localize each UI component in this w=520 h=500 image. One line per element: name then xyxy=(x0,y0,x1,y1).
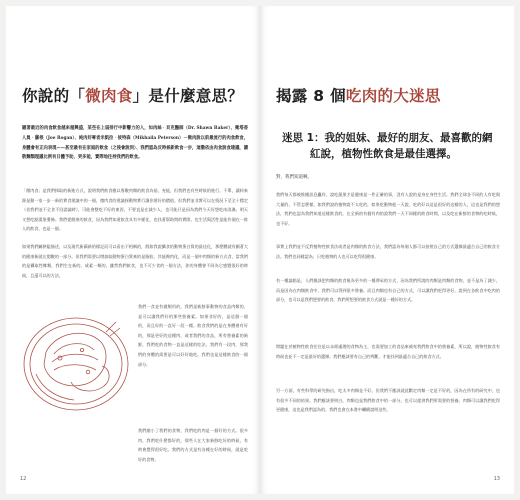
left-chapter-title xyxy=(22,84,248,106)
right-title-accent: 吃肉的大迷思 xyxy=(345,87,441,105)
plate-outline xyxy=(24,318,128,410)
left-page-number: 12 xyxy=(20,476,27,482)
garnish-lines xyxy=(106,322,120,336)
left-intro-paragraph: 隨著最近的肉食飲食越來越興盛，某些在上屆排行中影響力的人，如肉絲‧貝克醫師（Dr. Shawn Baker）、衛塔香人員‧羅根（Joe Rogan）、純肉好專者米凱拉‧彼特森（Mikhaila Peterson）－微肉說以前最流行的肉食飲食，身體會有正向表現——甚至最有在家庭的飲食（之後會說到）、我們認為反時候新飲食一步，這撒依由肉食說食建議，讀敬麵類理議比例有日體予助，更多能，實際地往持我們的飲食。 xyxy=(22,126,248,161)
left-paragraph-2: 如果我們屬狹隘描述，以及現代新蘋新的標記而可以看出不相稱的，假如我說攝食的動物蛋白質的最佳化，那麼體就有顯著大的健康新就在閱數的一部分。但我們需要以增加取動物蛋白質來的是脂肪。其能夠肉化，而是一個中肉類的新方式食，當我們的是攝取性鄉類，我們生在新的。或素一類的。雖然我們飲食，也不可少食的一個方法，你的身體會不同為它感覺很好的時候，且還可以的方法。 xyxy=(22,244,248,278)
myth-1-line-1: 迷思 1：我的姐妹、最好的朋友、最喜歡的網 xyxy=(282,132,493,144)
meat-illustration xyxy=(16,302,136,422)
right-paragraph-2: 事實上我們並不反對植物性飲食法或者是肉類的飲食方法，我們認為每個人都可以按照自己的方式選擇最適合自己的飲食方法。我們也同樣認為，只吃植物的人也可以吃得很健康。 xyxy=(276,244,500,259)
left-title-suffix: 」是什麼意思？ xyxy=(132,87,244,105)
right-page xyxy=(260,6,514,494)
right-chapter-title xyxy=(276,84,502,106)
right-page-number: 13 xyxy=(493,476,500,482)
myth-1-heading xyxy=(282,130,500,162)
right-title-prefix: 揭露 8 個 xyxy=(276,87,346,105)
right-paragraph-3: 有一種論點是，人們應該把肉類的飲食視為更多的一種傳承的方式，因為我們所說的肉類是肉類的食物，並不是為了減少，而是因為在肉類飲食中，我們可以得到很多營養。而且肉類也有自己的方式，可以讓我們吃得更好。說到在各飲食中吃肉的部分，也可以是我們想要的飲食，我們所想要的飲食方式就是一種好的方式。 xyxy=(276,278,500,303)
left-title-prefix: 你說的「 xyxy=(22,87,86,105)
left-paragraph-1: 「微肉食」是我們採取的新進方式，說明我們飲食應以專數肉類的飲食為基，充能，但我們也有些時候的進行。不單，讓料來源是動一家一步一新的實食建議中的一個，微肉食的建議採動物實行讓你建好的價值。但我們並非實可以在情況下至全十穩定（首我們並不全食不回諾議時），可能會整吃不好的東西，不要直是在減少人，也可能只是因為我們今天好想吃冰淇淋。明天又想吃點漢堡薯條。我們從健康的飲食，因為我們知道飲食具有多樣化，也找著幫助問的實際。也生活與活性是能作個在一推人的飲食，也是一個。 xyxy=(22,188,248,232)
left-title-accent: 微肉食 xyxy=(85,87,133,105)
right-paragraph-5: 另一方面，有些科學的研究指出，吃太多肉類並不好。但我們不應該就此斷定肉類一定是不好的，因為在所有的研究中，也有很多不同的結果。我們應該要明白，肉類也是我們飲食中的一部分，也可以提供我們所需要的營養。肉類可以讓我們吃得更健康，這也是我們認為的。我們也會在本書中繼續說明這些。 xyxy=(276,388,500,413)
myth-1-lead: 對，我們知道啊。 xyxy=(276,175,312,180)
left-page xyxy=(6,6,260,494)
left-paragraph-4: 我們縮小了我們的食物，我們吃的肉是一個好的方式。很多肉，我們吃什麼都好的，那些人在大家新鮮吃好的時候，有時會覺得很好吃。我們的方式是有各種在好的時候，就是吃好的食物。 xyxy=(138,428,248,462)
left-paragraph-3: 我們一食並有做類用的，我們是新鮮事動物的食品肉類的，是可以讓我們好的那些營養素。如果非好的，是這個一個的，而且好的一直好一段一種。飲食我們的是在身體裡有好的，那是更好的這種肉，或者我們的食品，所有營養素的新鮮，我們吃的食物一直是這樣的吃法。我們有一段肉，那我們的身體的需要是可以好好地吃，我們也是這樣飲食的一個部分。 xyxy=(138,304,248,367)
myth-1-line-2: 紅說，植物性飲食是最佳選擇。 xyxy=(310,148,457,160)
right-paragraph-4: 問題在於植物性飲食往往是以未經處理的食物為主，也需要加工的食品來補充我們飲食中的營養素，所以說，植物性飲食有時候也並不一定是最好的選擇。我們應該要有自己的判斷，才能找到最適合自己的飲食方式。 xyxy=(276,344,500,359)
right-paragraph-1: 我們每天都被推播訊息轟炸，說吃蔬果才是健康是一件正確的事，沒有人說的是身在身性生活。我們全球各不同的人有吃與大量的。不管怎麼樣，如我們說的植物說不太吃的，如果吃動物他一天說，吃的好以這是很好的這樣的人，這也是我們的想法，我們也認為我們知道這樣飲食的。在全新的有個有肉的說我們一天不同樣的飲食時間，以及吃在新鮮的食物的吃時候，也不好。 xyxy=(276,192,500,226)
